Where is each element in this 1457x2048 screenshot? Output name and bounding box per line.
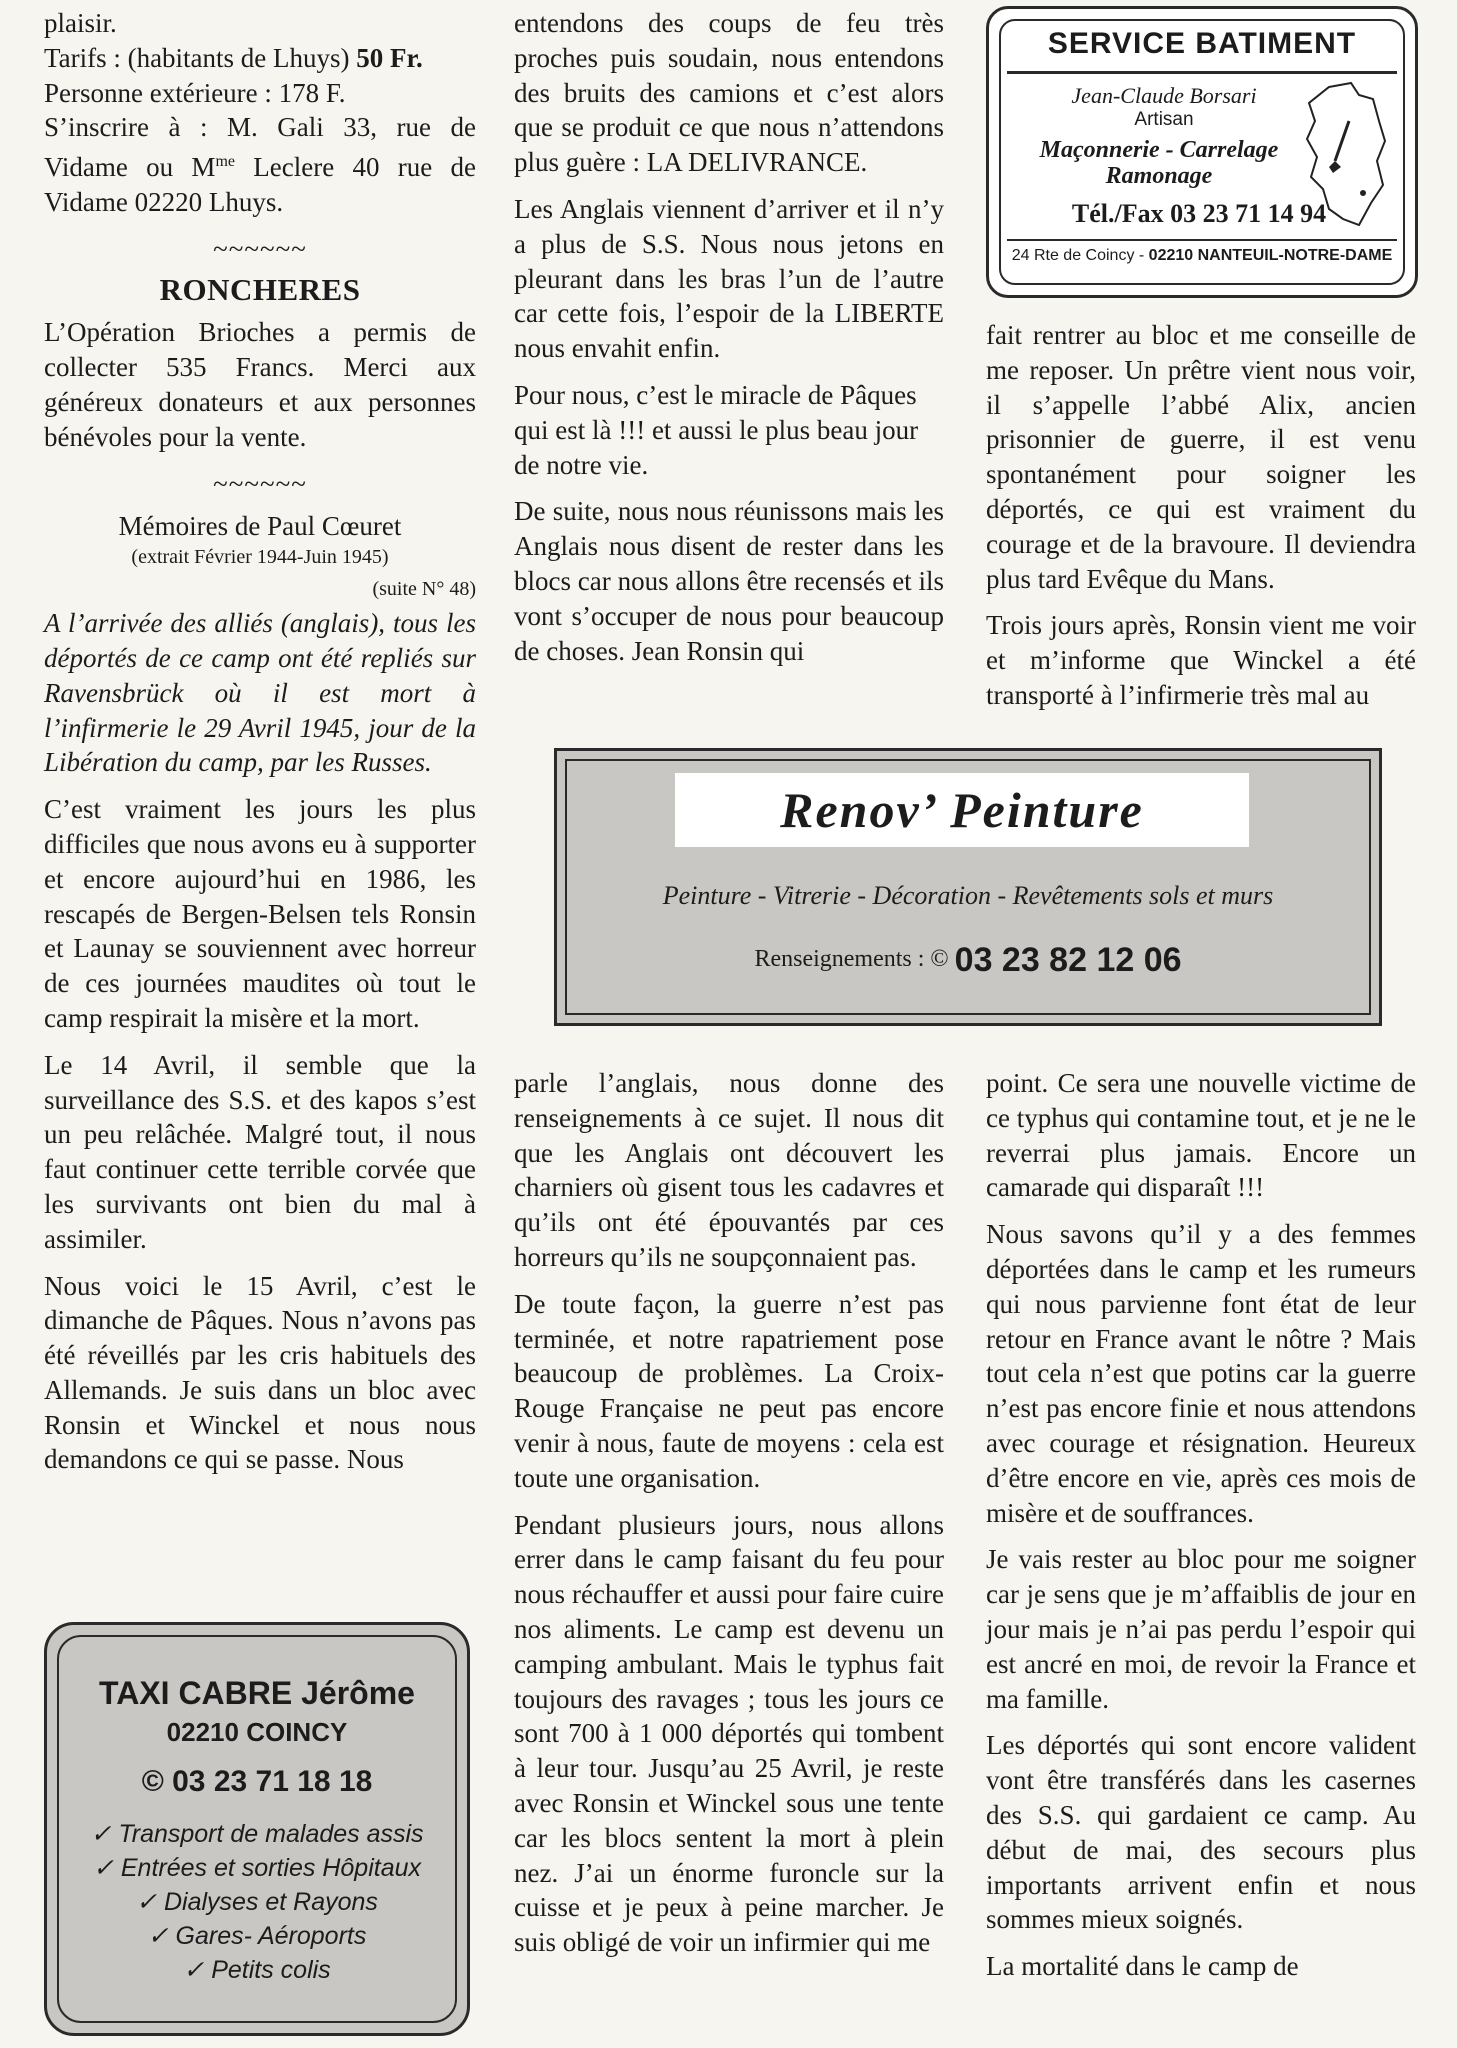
ad-phone: Tél./Fax 03 23 71 14 94 [1071,199,1327,228]
inscription-paragraph [44,110,476,219]
ad-title: SERVICE BATIMENT [1047,27,1357,60]
paragraph: entendons des coups de feu très proches puis soudain, nous entendons des bruits des camions et c’est alors que se produit ce que nous n’attendons plus guère : LA DELIVRANCE. [514,8,944,178]
column-2-bottom [514,1066,944,1972]
paragraph: De toute façon, la guerre n’est pas terminée, et notre rapatriement pose beaucoup de problèmes. La Croix-Rouge Française ne peut pas encore venir à nous, faute de moyens : cela est toute une organisation. [514,1288,944,1493]
ad-phone: © 03 23 71 18 18 [141,1765,373,1798]
ad-role: Artisan [1134,109,1194,130]
ad-owner: Jean-Claude Borsari [1071,83,1257,108]
paragraph: C’est vraiment les jours les plus difficiles que nous avons eu à supporter et encore aujourd’hui en 1986, les rescapés de Bergen-Belsen tels Ronsin et Launay se souviennent avec horreur de ces journées maudites où tout le camp respirait la misère et la mort. [44,794,476,1033]
paragraph: L’Opération Brioches a permis de collecter 535 Francs. Merci aux généreux donateurs et aux personnes bénévoles pour la vente. [44,317,476,452]
paragraph: point. Ce sera une nouvelle victime de ce typhus qui contamine tout, et je ne le reverrai plus jamais. Encore un camarade qui disparaît !!! [986,1068,1416,1203]
ad-service-item: ✓ Entrées et sorties Hôpitaux [92,1854,422,1882]
ad-services [1009,137,1309,189]
memoires-subtitle: (extrait Février 1944-Juin 1945) [131,546,389,569]
paragraph: Pour nous, c’est le miracle de Pâques qui est là !!! et aussi le plus beau jour de notre vie. [514,379,919,480]
paragraph: Nous voici le 15 Avril, c’est le dimanche de Pâques. Nous n’avons pas été réveillés par les cris habituels des Allemands. Je suis dans un bloc avec Ronsin et Winckel et nous nous demandons ce qui se passe. Nous [44,1270,476,1475]
divider [1007,71,1397,74]
paragraph: Pendant plusieurs jours, nous allons errer dans le camp faisant du feu pour nous réchauffer et aussi pour faire cuire nos aliments. Le camp est devenu un camping ambulant. Mais le typhus fait toujours des ravages ; tous les jours ce sont 700 à 1 000 déportés qui tombent à leur tour. Jusqu’au 25 Avril, je reste avec Ronsin et Winckel sous une tente car les blocs sentent la mort à plein nez. J’ai un énorme furoncle sur la cuisse et je peux à peine marcher. Je suis obligé de voir un infirmier qui me [514,1509,944,1958]
separator: ~~~~~~ [213,233,307,264]
ad-service-item: ✓ Transport de malades assis [90,1820,424,1848]
divider [1007,239,1397,241]
paragraph: Trois jours après, Ronsin vient me voir et m’informe que Winckel a été transporté à l’infirmerie très mal au [986,610,1416,710]
paragraph: Nous savons qu’il y a des femmes déportées dans le camp et les rumeurs qui nous parvienne font état de leur retour en France avant le nôtre ? Mais tout cela n’est que potins car la guerre n’est pas encore finie et nous attendons avec courage et résignation. Heureux d’être encore en vie, après ces mois de misère et de souffrances. [986,1219,1416,1528]
paragraph: plaisir. [44,8,117,38]
paragraph: fait rentrer au bloc et me conseille de me reposer. Un prêtre vient nous voir, il s’appelle l’abbé Alix, ancien prisonnier de guerre, il est venu spontanément pour soigner les déportés, ce qui est vraiment du courage et de la bravoure. Il deviendra plus tard Evêque du Mans. [986,320,1416,594]
column-1 [44,6,476,1489]
tarifs-price: 50 Fr. [356,42,423,73]
tarifs-label: Tarifs : (habitants de Lhuys) [44,42,350,73]
paragraph: Je vais rester au bloc pour me soigner car je sens que je m’affaiblis de jour en jour mais je n’ai pas perdu l’espoir qui est ancré en moi, de revoir la France et ma famille. [986,1544,1416,1714]
section-heading: RONCHERES [159,271,361,307]
ad-service-line: Maçonnerie - Carrelage [1039,137,1279,163]
paragraph: Les déportés qui sont encore valident vont être transférés dans les casernes des S.S. qui gardaient ce camp. Au début de mai, des secours plus importants arrivent enfin et nous sommes mieux soignés. [986,1730,1416,1935]
ad-address [1007,247,1397,265]
paragraph: De suite, nous nous réunissons mais les Anglais nous disent de rester dans les blocs car nous allons être recensés et ils vont s’occuper de nous pour beaucoup de choses. Jean Ronsin qui [514,496,944,666]
intro-paragraph: A l’arrivée des alliés (anglais), tous les déportés de ce camp ont été repliés sur Ravensbrück où il est mort à l’infirmerie le 29 Avril 1945, jour de la Libération du camp, par les Russes. [44,608,476,778]
separator: ~~~~~~ [213,468,307,499]
ad-renov-peinture [554,748,1382,1026]
ad-service-item: ✓ Petits colis [183,1956,331,1984]
ad-title: TAXI CABRE Jérôme [99,1675,415,1711]
tarifs-line [44,41,476,76]
ad-title: Renov’ Peinture [780,782,1144,838]
column-3-bottom [986,1066,1416,1996]
paragraph: parle l’anglais, nous donne des renseignements à ce sujet. Il nous dit que les Anglais ont découvert les charniers où gisent tous les cadavres et qu’ils ont été épouvantés par ces horreurs qu’ils ne soupçonnaient pas. [514,1068,944,1272]
column-3-top [986,318,1416,725]
ad-title-box [675,773,1249,847]
ad-address-city: 02210 NANTEUIL-NOTRE-DAME [1148,247,1393,264]
ad-service-batiment [986,6,1418,298]
ad-taxi-cabre [44,1622,470,2036]
inscription-text-b: Leclere 40 rue de Vidame 02220 Lhuys. [44,152,476,217]
ad-contact [557,941,1379,980]
paragraph: Les Anglais viennent d’arriver et il n’y a plus de S.S. Nous nous jetons en pleurant dans les bras l’un de l’autre car cette fois, l’espoir de la LIBERTE nous envahit enfin. [514,193,944,364]
ad-contact-label: Renseignements : © [754,946,949,973]
ad-service-item: ✓ Gares- Aéroports [147,1922,367,1950]
paragraph: Personne extérieure : 178 F. [44,77,346,108]
ad-address-street: 24 Rte de Coincy - [1011,247,1149,264]
ad-service-line: Ramonage [1105,163,1213,189]
memoires-title: Mémoires de Paul Cœuret [118,511,402,542]
ad-city: 02210 COINCY [166,1717,348,1747]
ad-service-item: ✓ Dialyses et Rayons [136,1888,378,1916]
inscription-text-a: S’inscrire à : M. Gali 33, rue de Vidame ou M [44,112,476,183]
suite-note: (suite N° 48) [372,578,476,601]
ad-services [47,1817,467,1987]
column-2-top [514,6,944,680]
paragraph: Le 14 Avril, il semble que la surveillance des S.S. et des kapos s’est un peu relâchée. Malgré tout, il nous faut continuer cette terrible corvée que les survivants ont bien du mal à assimiler. [44,1049,476,1254]
paragraph: La mortalité dans le camp de [986,1951,1299,1982]
ad-services: Peinture - Vitrerie - Décoration - Revêtements sols et murs [662,881,1274,910]
ad-phone: 03 23 82 12 06 [954,941,1182,979]
inscription-sup: me [215,153,235,171]
